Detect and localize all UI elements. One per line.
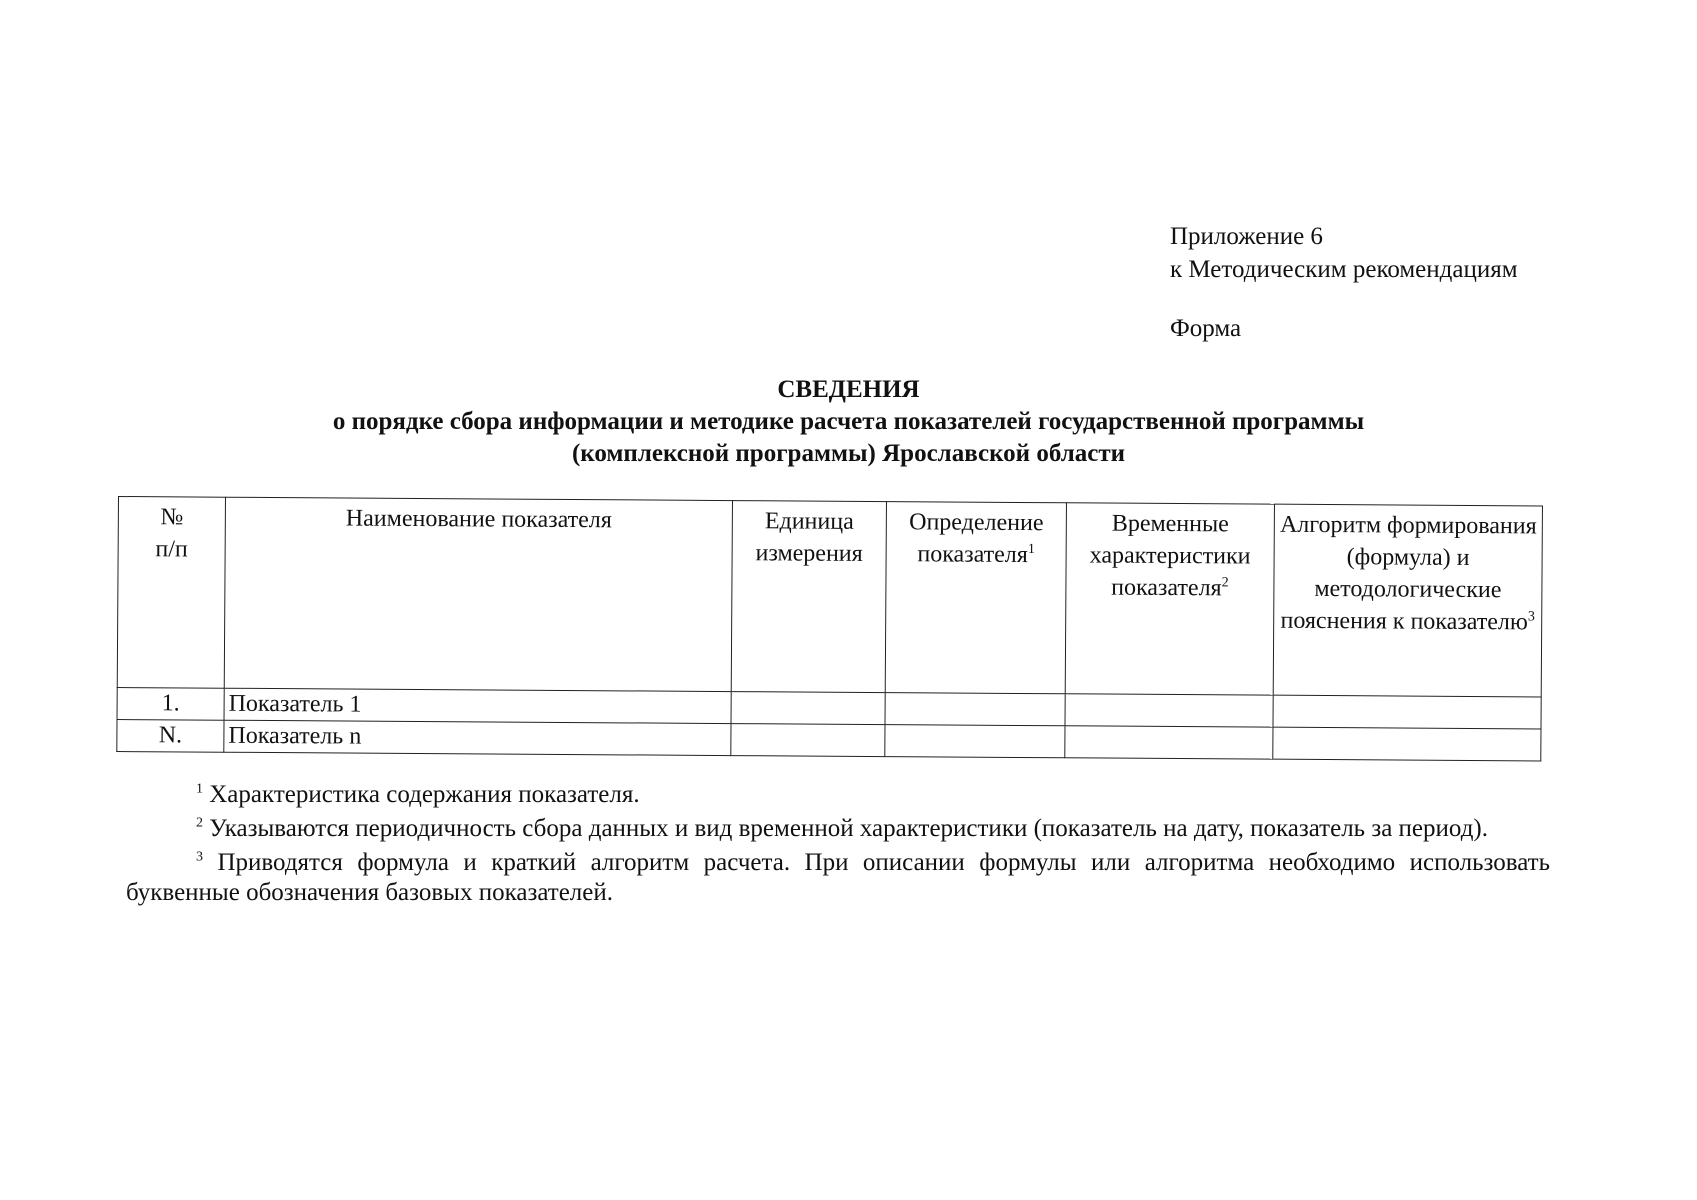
indicators-table: [116, 496, 1543, 761]
annex-line-1: Приложение 6: [1170, 223, 1323, 250]
footnote-text-1: Характеристика содержания показателя.: [209, 781, 640, 808]
header-algorithm-text: Алгоритм формирования (формула) и методологические пояснения к показателю: [1279, 511, 1537, 636]
footnote-3: [126, 848, 1550, 908]
annex-header: [1170, 220, 1518, 286]
footnote-mark-3: 3: [196, 849, 203, 865]
row-time: [1065, 726, 1273, 759]
footnote-mark-1: 1: [196, 781, 203, 797]
title-line-2: (комплексной программы) Ярославской области: [571, 440, 1126, 467]
header-num-line-1: №: [160, 504, 184, 531]
footnotes: [126, 780, 1550, 912]
row-definition: [885, 693, 1065, 726]
table-header-row: [117, 497, 1542, 697]
title-heading: СВЕДЕНИЯ: [777, 376, 920, 403]
row-unit: [731, 692, 885, 725]
annex-line-2: к Методическим рекомендациям: [1170, 256, 1518, 283]
header-num: [117, 497, 225, 689]
row-num: 1.: [117, 687, 224, 720]
footnote-ref-2: 2: [1221, 575, 1229, 591]
header-time: [1065, 503, 1274, 695]
footnote-ref-1: 1: [1027, 542, 1035, 558]
row-algorithm: [1273, 695, 1541, 729]
document-title: [0, 374, 1697, 470]
footnote-text-2: Указываются периодичность сбора данных и вид временной характеристики (показатель на дату, показатель за период).: [209, 815, 1488, 842]
row-definition: [885, 725, 1065, 758]
header-algorithm: [1273, 504, 1542, 697]
footnote-2: [126, 814, 1550, 844]
footnote-1: [126, 780, 1550, 810]
header-definition: [885, 502, 1066, 694]
row-algorithm: [1273, 727, 1541, 761]
row-num: N.: [117, 719, 224, 752]
header-unit: Единица измерения: [731, 501, 886, 693]
header-time-text: Временные характеристики показателя: [1089, 510, 1251, 602]
form-label: Форма: [1170, 315, 1242, 342]
footnote-mark-2: 2: [196, 815, 203, 831]
row-time: [1065, 694, 1273, 727]
title-line-1: о порядке сбора информации и методике расчета показателей государственной программы: [332, 408, 1365, 435]
row-name: Показатель 1: [224, 688, 731, 723]
header-num-line-2: п/п: [155, 536, 188, 563]
header-definition-text: Определение показателя: [909, 509, 1044, 569]
footnote-ref-3: 3: [1527, 609, 1535, 625]
header-name: Наименование показателя: [224, 497, 732, 691]
row-name: Показатель n: [224, 720, 731, 755]
row-unit: [731, 724, 885, 757]
footnote-text-3: Приводятся формула и краткий алгоритм расчета. При описании формулы или алгоритма необходимо использовать буквенные обозначения базовых показателей.: [126, 849, 1551, 906]
